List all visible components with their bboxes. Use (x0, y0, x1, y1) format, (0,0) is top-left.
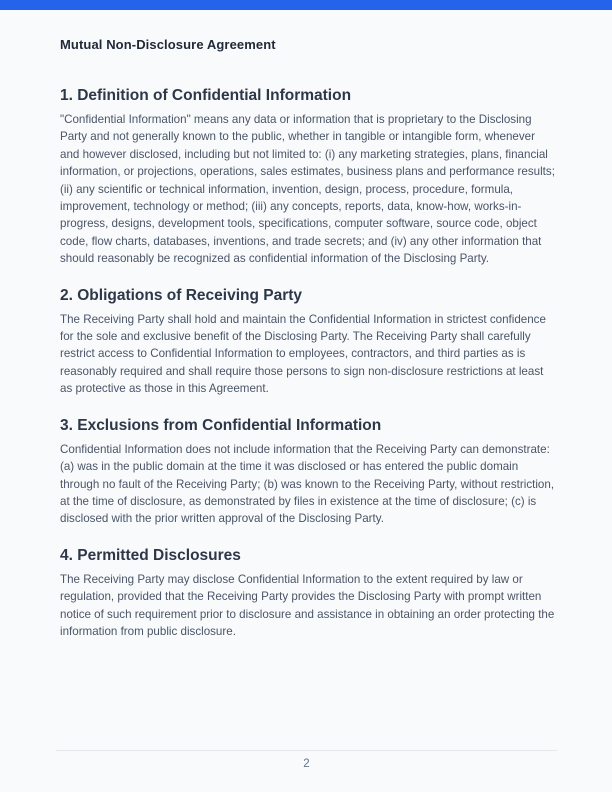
section-heading: 2. Obligations of Receiving Party (60, 286, 303, 304)
section-body: "Confidential Information" means any data or information that is proprietary to the Disclosing Party and not generally known to the public, whether in tangible or intangible form, whenever and however disclosed, including but not limited to: (i) any marketing strategies, plans, financial information, or projections, operations, sales estimates, business plans and performance results; (ii) any scientific or technical information, invention, design, process, procedure, formula, improvement, technology or method; (iii) any concepts, reports, data, know-how, works-in-progress, designs, development tools, specifications, computer software, source code, object code, flow charts, databases, inventions, and trade secrets; and (iv) any other information that should reasonably be recognized as confidential information of the Disclosing Party. (60, 113, 555, 266)
section-heading: 4. Permitted Disclosures (60, 546, 241, 564)
document-title: Mutual Non-Disclosure Agreement (60, 37, 276, 52)
section-heading: 1. Definition of Confidential Information (60, 87, 352, 104)
section-exclusions (60, 417, 557, 528)
page-number: 2 (303, 758, 310, 770)
section-body: The Receiving Party may disclose Confidential Information to the extent required by law or regulation, provided that the Receiving Party provides the Disclosing Party with prompt written notice of such requirement prior to disclosure and assistance in obtaining an order protecting the information from public disclosure. (60, 572, 555, 638)
section-body: The Receiving Party shall hold and maintain the Confidential Information in strictest confidence for the sole and exclusive benefit of the Disclosing Party. The Receiving Party shall carefully restrict access to Confidential Information to employees, contractors, and third parties as is reasonably required and shall require those persons to sign non-disclosure restrictions at least as protective as those in this Agreement. (60, 312, 546, 396)
page-footer (56, 750, 557, 770)
top-accent-bar (0, 0, 612, 10)
section-body: Confidential Information does not include information that the Receiving Party can demonstrate: (a) was in the public domain at the time it was disclosed or has entered the public domain through no fault of the Receiving Party; (b) was known to the Receiving Party, without restriction, at the time of disclosure, as demonstrated by files in existence at the time of disclosure; (c) is disclosed with the prior written approval of the Disclosing Party. (60, 442, 555, 526)
section-permitted-disclosures (60, 547, 557, 641)
section-definition (60, 87, 557, 268)
document-content (0, 37, 612, 640)
section-obligations (60, 287, 557, 398)
section-heading: 3. Exclusions from Confidential Information (60, 416, 382, 434)
